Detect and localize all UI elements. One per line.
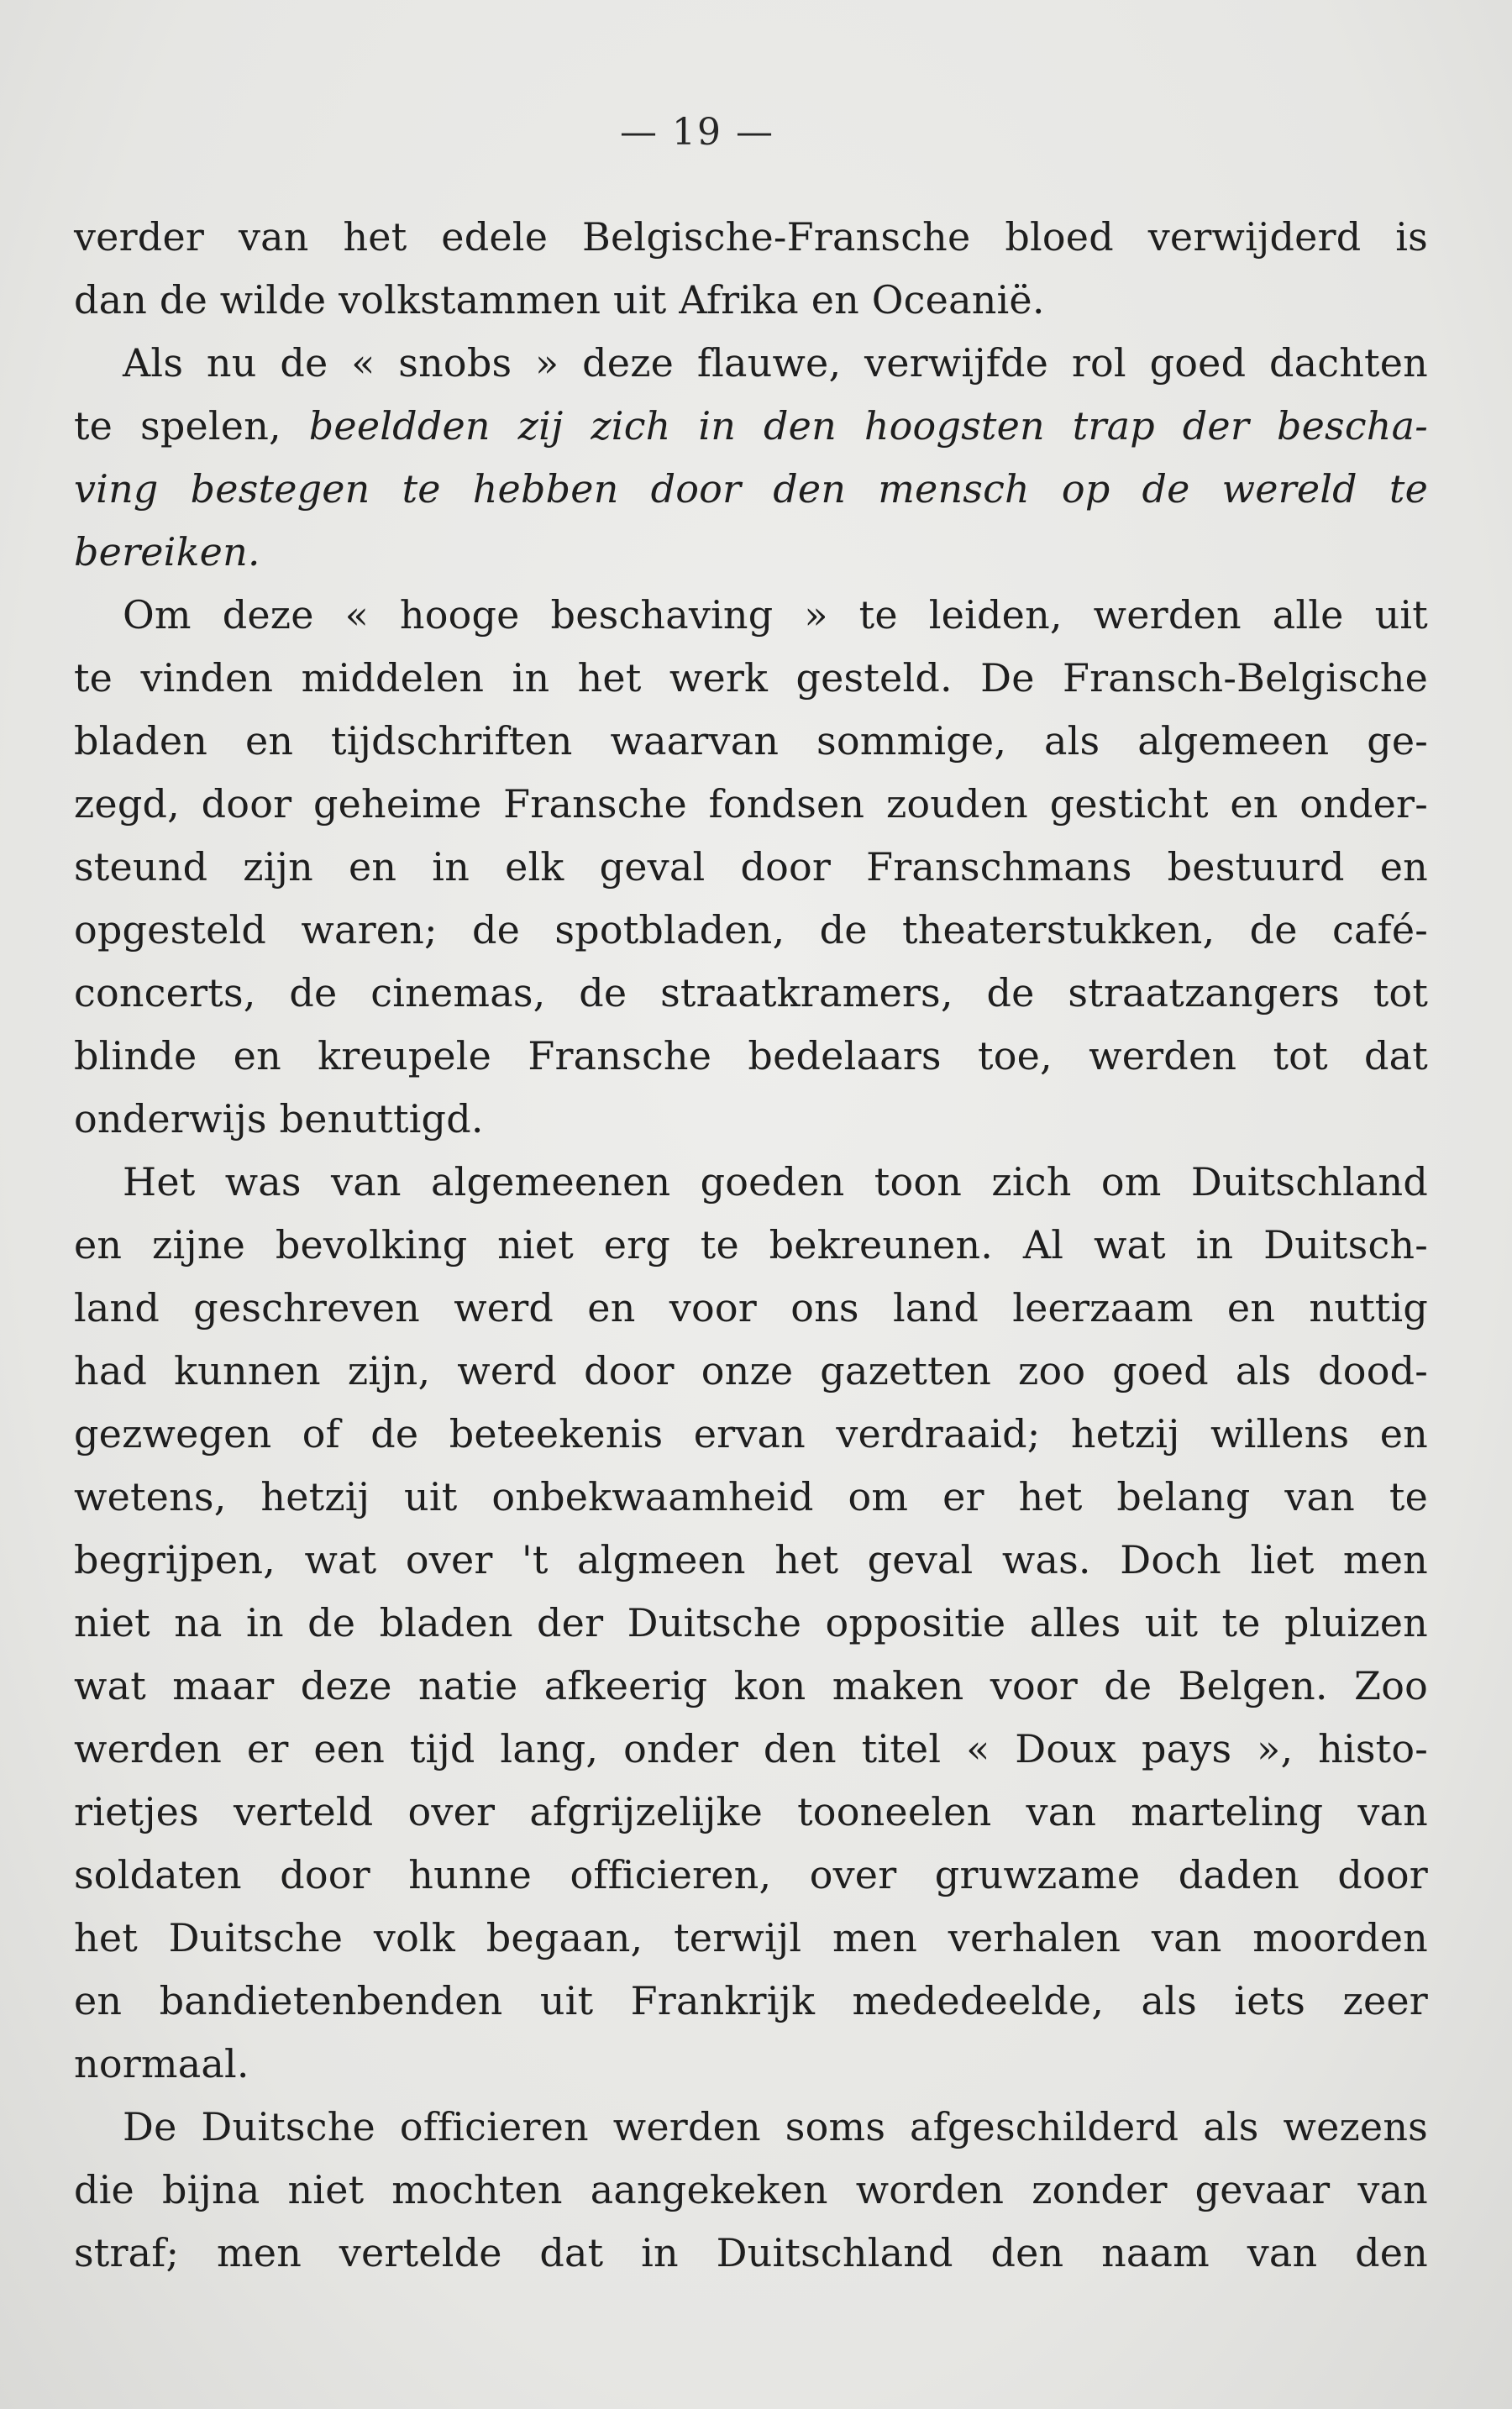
text-line-roman: gezwegen of de beteekenis ervan verdraaid; hetzij willens en — [74, 1411, 1428, 1456]
text-line — [74, 1277, 1428, 1340]
text-line — [74, 1403, 1428, 1466]
text-line — [74, 521, 1428, 584]
text-line-roman: normaal. — [74, 2041, 249, 2086]
text-line — [74, 1025, 1428, 1088]
text-line-roman: Het was van algemeenen goeden toon zich om Duitschland — [123, 1159, 1428, 1204]
text-line — [74, 2096, 1428, 2159]
text-line-roman: dan de wilde volkstammen uit Afrika en Oceanië. — [74, 277, 1045, 323]
text-line-roman: soldaten door hunne officieren, over gruwzame daden door — [74, 1852, 1428, 1897]
text-line-roman: werden er een tijd lang, onder den titel « Doux pays », histo- — [74, 1726, 1428, 1771]
text-line-italic: ving bestegen te hebben door den mensch op de wereld te — [74, 466, 1428, 512]
page-number: — 19 — — [620, 111, 774, 154]
text-line — [74, 1844, 1428, 1907]
text-line — [74, 584, 1428, 647]
text-line-roman: zegd, door geheime Fransche fondsen zouden gesticht en onder- — [74, 781, 1428, 827]
text-line — [74, 1907, 1428, 1970]
text-line — [74, 1151, 1428, 1214]
text-line-italic: bereiken. — [74, 529, 260, 575]
text-line — [74, 2222, 1428, 2285]
text-line-roman: begrijpen, wat over 't algmeen het geval was. Doch liet men — [74, 1537, 1428, 1582]
text-line-roman: had kunnen zijn, werd door onze gazetten zoo goed als dood- — [74, 1348, 1428, 1393]
text-line-roman: rietjes verteld over afgrijzelijke tooneelen van marteling van — [74, 1789, 1428, 1834]
text-line-roman: De Duitsche officieren werden soms afgeschilderd als wezens — [123, 2104, 1428, 2149]
text-line — [74, 2033, 1428, 2096]
text-line-roman: wat maar deze natie afkeerig kon maken voor de Belgen. Zoo — [74, 1663, 1428, 1708]
text-line-roman: wetens, hetzij uit onbekwaamheid om er het belang van te — [74, 1474, 1428, 1519]
text-line — [74, 962, 1428, 1025]
text-line — [74, 332, 1428, 395]
text-line — [74, 458, 1428, 521]
text-line-roman: concerts, de cinemas, de straatkramers, de straatzangers tot — [74, 970, 1428, 1016]
text-line-roman: onderwijs benuttigd. — [74, 1096, 484, 1142]
text-line-roman: verder van het edele Belgische-Fransche bloed verwijderd is — [74, 214, 1428, 260]
text-line-roman: die bijna niet mochten aangekeken worden zonder gevaar van — [74, 2167, 1428, 2212]
text-line — [74, 1529, 1428, 1592]
text-line — [74, 395, 1428, 458]
text-line-roman: steund zijn en in elk geval door Franschmans bestuurd en — [74, 844, 1428, 890]
text-line-roman: te vinden middelen in het werk gesteld. De Fransch-Belgische — [74, 655, 1428, 701]
text-line-roman: land geschreven werd en voor ons land leerzaam en nuttig — [74, 1285, 1428, 1330]
text-line — [74, 710, 1428, 773]
text-line — [74, 206, 1428, 269]
text-line — [74, 899, 1428, 962]
body-text — [74, 206, 1428, 2285]
text-line-roman: en bandietenbenden uit Frankrijk mededeelde, als iets zeer — [74, 1978, 1428, 2023]
text-line-roman: straf; men vertelde dat in Duitschland den naam van den — [74, 2230, 1428, 2275]
text-line — [74, 1214, 1428, 1277]
text-line-roman: blinde en kreupele Fransche bedelaars toe, werden tot dat — [74, 1033, 1428, 1079]
text-line — [74, 1781, 1428, 1844]
text-line — [74, 836, 1428, 899]
text-line-roman: bladen en tijdschriften waarvan sommige, als algemeen ge- — [74, 718, 1428, 764]
text-line — [74, 773, 1428, 836]
text-line-roman: Om deze « hooge beschaving » te leiden, werden alle uit — [123, 592, 1428, 638]
text-line-roman: het Duitsche volk begaan, terwijl men verhalen van moorden — [74, 1915, 1428, 1960]
text-line — [74, 1718, 1428, 1781]
text-line — [74, 1466, 1428, 1529]
text-line — [74, 1592, 1428, 1655]
text-line-roman: en zijne bevolking niet erg te bekreunen. Al wat in Duitsch- — [74, 1222, 1428, 1267]
text-line — [74, 647, 1428, 710]
text-line — [74, 1970, 1428, 2033]
text-line-roman: Als nu de « snobs » deze flauwe, verwijfde rol goed dachten — [123, 340, 1428, 386]
text-line — [74, 2159, 1428, 2222]
text-line-roman: te spelen, — [74, 403, 309, 449]
text-line — [74, 1088, 1428, 1151]
text-line — [74, 1340, 1428, 1403]
text-line-roman: opgesteld waren; de spotbladen, de theaterstukken, de café- — [74, 907, 1428, 953]
text-line-italic: beeldden zij zich in den hoogsten trap der bescha- — [308, 403, 1428, 449]
text-line — [74, 1655, 1428, 1718]
text-line-roman: niet na in de bladen der Duitsche oppositie alles uit te pluizen — [74, 1600, 1428, 1645]
text-line — [74, 269, 1428, 332]
